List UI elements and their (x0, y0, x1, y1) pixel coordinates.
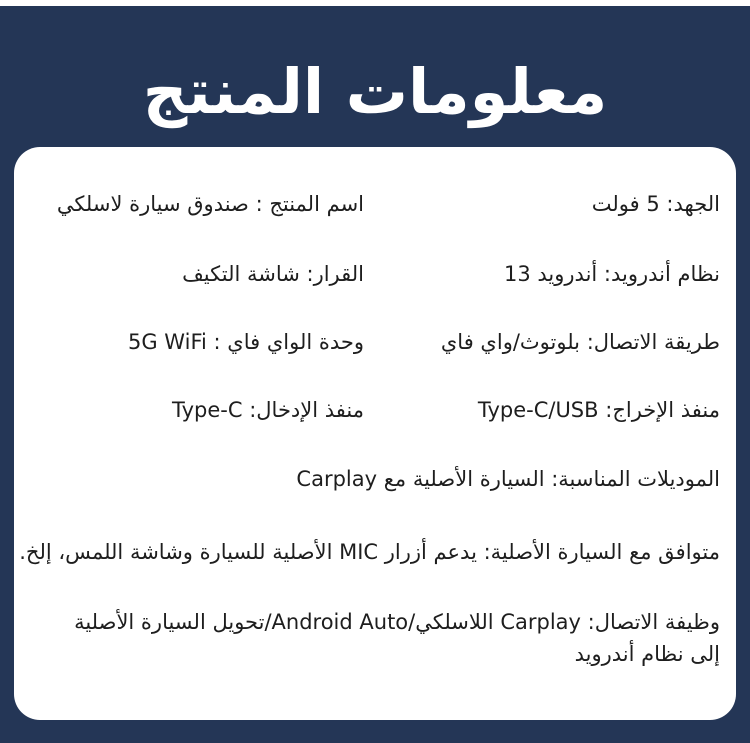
spec-wifi-module: وحدة الواي فاي : 5G WiFi (128, 330, 364, 354)
spec-product-name: اسم المنتج : صندوق سيارة لاسلكي (56, 192, 364, 216)
spec-voltage: الجهد: 5 فولت (591, 192, 720, 216)
page-title: معلومات المنتج (142, 55, 608, 128)
spec-card (14, 147, 736, 720)
spec-connection-function: وظيفة الاتصال: Carplay اللاسلكي/Android Auto/تحويل السيارة الأصلية إلى نظام أندرويد (74, 610, 720, 666)
spec-input-port: منفذ الإدخال: Type-C (172, 398, 364, 422)
spec-original-car-compat: متوافق مع السيارة الأصلية: يدعم أزرار MIC الأصلية للسيارة وشاشة اللمس، إلخ. (19, 540, 720, 564)
spec-resolution: القرار: شاشة التكيف (182, 262, 364, 286)
spec-android-system: نظام أندرويد: أندرويد 13 (503, 262, 720, 286)
spec-compatible-models: الموديلات المناسبة: السيارة الأصلية مع Carplay (296, 467, 720, 491)
spec-output-port: منفذ الإخراج: Type-C/USB (477, 398, 720, 422)
spec-connection-method: طريقة الاتصال: بلوتوث/واي فاي (440, 330, 720, 354)
